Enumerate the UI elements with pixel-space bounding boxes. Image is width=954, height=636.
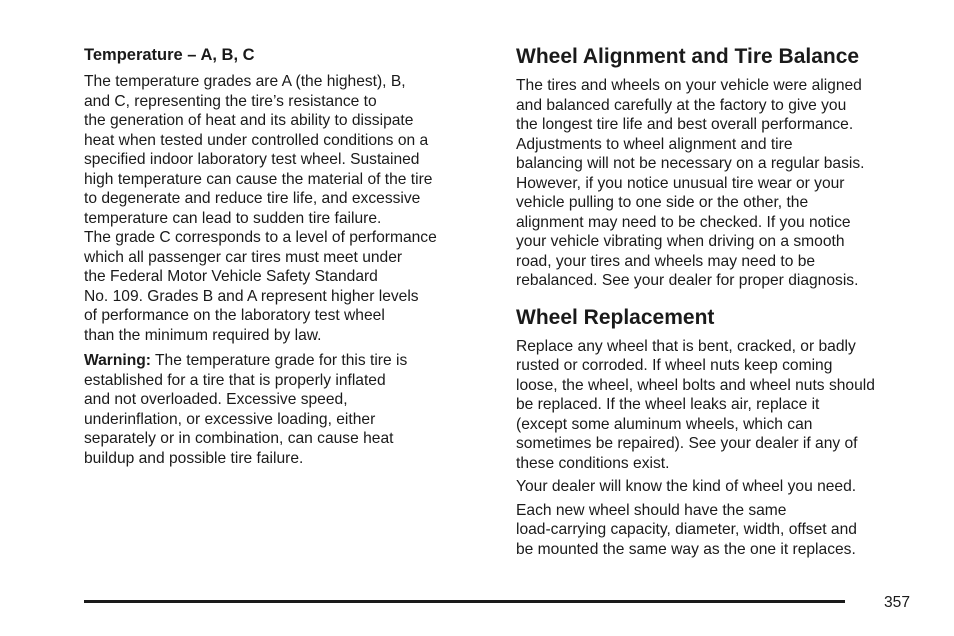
warning-paragraph [84, 351, 494, 468]
wheel-replacement-paragraph: Replace any wheel that is bent, cracked, or badly rusted or corroded. If wheel nuts keep coming loose, the wheel, wheel bolts and wheel nuts should be replaced. If the wheel leaks air, replace it (except some aluminum wheels, which can sometimes be repaired). See your dealer if any of these conditions exist. [516, 337, 875, 472]
footer-rule [84, 600, 845, 603]
dealer-wheel-paragraph: Your dealer will know the kind of wheel you need. [516, 478, 857, 495]
temperature-subheading: Temperature – A, B, C [84, 46, 255, 64]
wheel-alignment-heading: Wheel Alignment and Tire Balance [516, 45, 860, 68]
left-column [84, 44, 494, 472]
temperature-paragraph: The temperature grades are A (the highest), B, and C, representing the tire’s resistance to the generation of heat and its ability to dissipate heat when tested under controlled conditions on a specified indoor laboratory test wheel. Sustained high temperature can cause the material of the tire to degenerate and reduce tire life, and excessive temperature can lead to sudden tire failure. The grade C corresponds to a level of performance which all passenger car tires must meet under the Federal Motor Vehicle Safety Standard No. 109. Grades B and A represent higher levels of performance on the laboratory test wheel than the minimum required by law. [84, 73, 437, 344]
page-number: 357 [884, 594, 911, 611]
warning-text: The temperature grade for this tire is established for a tire that is properly inflated and not overloaded. Excessive speed, underinflation, or excessive loading, either separately or in combination, can cause heat buildup and possible tire failure. [84, 352, 408, 467]
new-wheel-paragraph: Each new wheel should have the same load-carrying capacity, diameter, width, offset and be mounted the same way as the one it replaces. [516, 501, 857, 558]
right-column [516, 44, 926, 563]
wheel-alignment-paragraph: The tires and wheels on your vehicle were aligned and balanced carefully at the factory to give you the longest tire life and best overall performance. Adjustments to wheel alignment and tire balancing will not be necessary on a regular basis. However, if you notice unusual tire wear or your vehicle pulling to one side or the other, the alignment may need to be checked. If you notice your vehicle vibrating when driving on a smooth road, your tires and wheels may need to be rebalanced. See your dealer for proper diagnosis. [516, 77, 865, 289]
warning-label: Warning: [84, 352, 151, 369]
wheel-replacement-heading: Wheel Replacement [516, 305, 715, 329]
